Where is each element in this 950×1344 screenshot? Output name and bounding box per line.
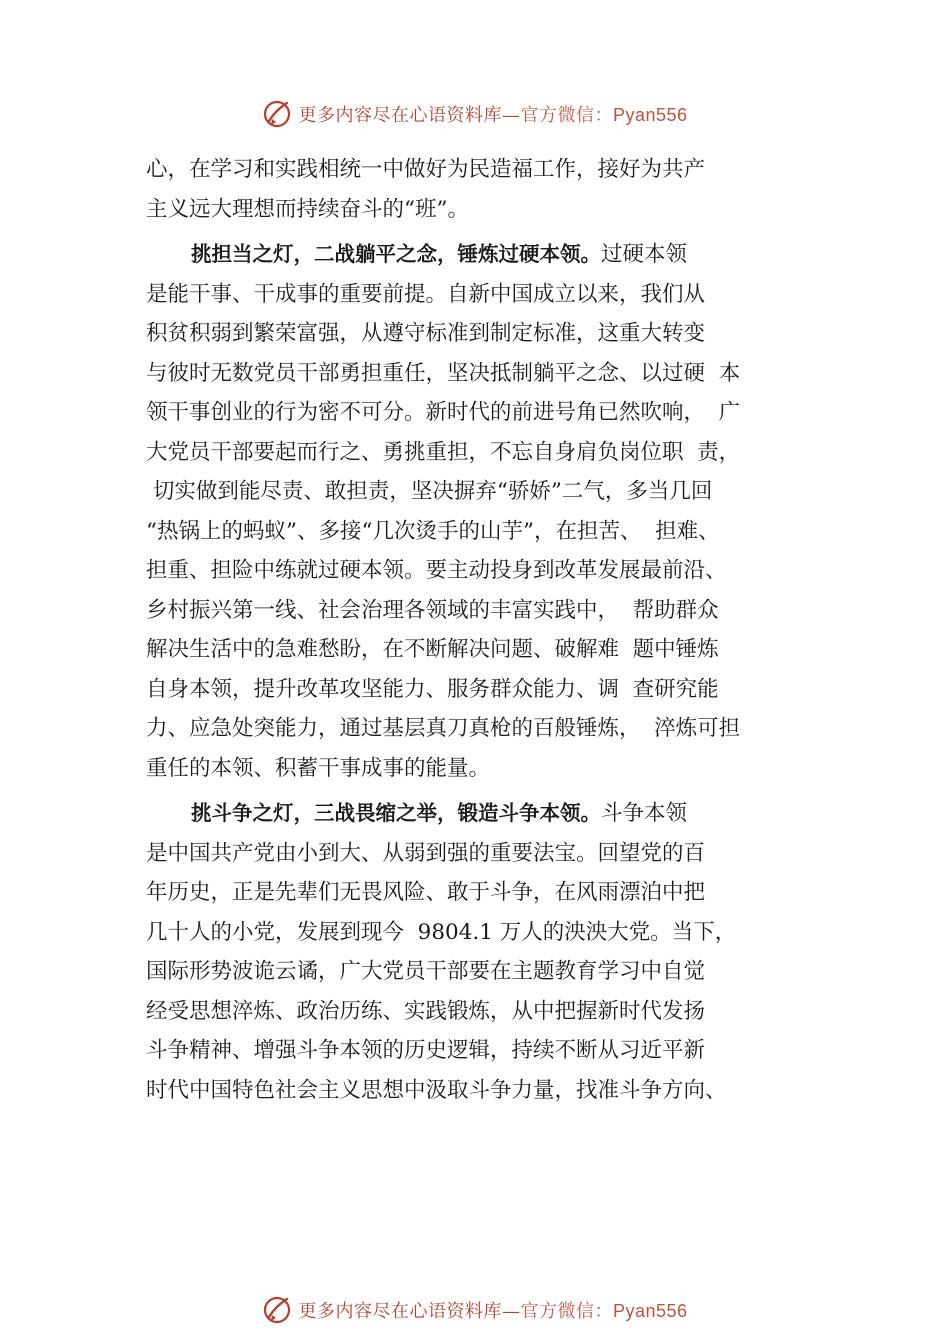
header-banner bbox=[0, 96, 950, 132]
text-line: 解决生活中的急难愁盼，在不断解决问题、破解难 题中锤炼 bbox=[146, 637, 719, 662]
text-line: 领干事创业的行为密不可分。新时代的前进号角已然吹响， 广 bbox=[146, 400, 741, 425]
footer-wechat-id: Pyan556 bbox=[612, 1301, 688, 1321]
text-line: 斗争精神、增强斗争本领的历史逻辑，持续不断从习近平新 bbox=[146, 1038, 706, 1063]
text-line: 主义远大理想而持续奋斗的“班”。 bbox=[146, 196, 469, 222]
text-line: 切实做到能尽责、敢担责，坚决摒弃“骄娇”二气，多当几回 bbox=[146, 479, 713, 504]
header-wechat-id: Pyan556 bbox=[612, 105, 688, 125]
quill-seal-logo-icon bbox=[262, 1295, 292, 1325]
footer-banner bbox=[0, 1292, 950, 1328]
text-line: 心，在学习和实践相统一中做好为民造福工作，接好为共产 bbox=[146, 157, 706, 182]
quill-seal-logo-icon bbox=[262, 99, 292, 129]
text-line: “热锅上的蚂蚁”、多接“几次烫手的山芋”，在担苦、 担难、 bbox=[146, 518, 720, 544]
text-line: 国际形势波诡云谲，广大党员干部要在主题教育学习中自觉 bbox=[146, 959, 706, 984]
paragraph-responsibility bbox=[146, 235, 836, 788]
paragraph-struggle bbox=[146, 794, 836, 1110]
header-separator: — bbox=[501, 105, 521, 126]
document-body bbox=[146, 150, 836, 1110]
footer-prefix: 更多内容尽在心语资料库 bbox=[298, 1301, 502, 1322]
footer-separator: — bbox=[501, 1301, 521, 1322]
text-line: 乡村振兴第一线、社会治理各领域的丰富实践中， 帮助群众 bbox=[146, 597, 719, 623]
footer-wechat-label: 官方微信： bbox=[520, 1301, 613, 1322]
text-line: 力、应急处突能力，通过基层真刀真枪的百般锤炼， 淬炼可担 bbox=[146, 716, 741, 741]
text-line: 时代中国特色社会主义思想中汲取斗争力量，找准斗争方向、 bbox=[146, 1077, 727, 1103]
paragraph-first-line bbox=[146, 235, 836, 275]
text-line: 经受思想淬炼、政治历练、实践锻炼，从中把握新时代发扬 bbox=[146, 998, 706, 1024]
text-line: 几十人的小党，发展到现今 9804.1 万人的泱泱大党。当下， bbox=[146, 919, 737, 945]
text-line: 重任的本领、积蓄干事成事的能量。 bbox=[146, 755, 491, 781]
text-line: 是能干事、干成事的重要前提。自新中国成立以来，我们从 bbox=[146, 281, 706, 307]
heading-trailing-text: 斗争本领 bbox=[601, 801, 688, 826]
text-line: 是中国共产党由小到大、从弱到强的重要法宝。回望党的百 bbox=[146, 840, 706, 866]
header-wechat-label: 官方微信： bbox=[520, 105, 613, 126]
text-line: 大党员干部要起而行之、勇挑重担，不忘自身肩负岗位职 责， bbox=[146, 439, 741, 465]
text-line: 自身本领，提升改革攻坚能力、服务群众能力、调 查研究能 bbox=[146, 676, 719, 702]
text-line: 年历史，正是先辈们无畏风险、敢于斗争，在风雨漂泊中把 bbox=[146, 880, 706, 905]
header-text bbox=[298, 101, 687, 127]
paragraph-first-line bbox=[146, 794, 836, 834]
text-line: 积贫积弱到繁荣富强，从遵守标准到制定标准，这重大转变 bbox=[146, 321, 706, 346]
section-heading: 挑斗争之灯，三战畏缩之举，锻造斗争本领。 bbox=[191, 801, 601, 825]
heading-trailing-text: 过硬本领 bbox=[601, 242, 688, 267]
text-line: 与彼时无数党员干部勇担重任，坚决抵制躺平之念、以过硬 本 bbox=[146, 360, 741, 386]
header-prefix: 更多内容尽在心语资料库 bbox=[298, 105, 502, 126]
text-line: 担重、担险中练就过硬本领。要主动投身到改革发展最前沿、 bbox=[146, 558, 727, 583]
paragraph-continuation bbox=[146, 150, 836, 229]
footer-text bbox=[298, 1297, 687, 1323]
section-heading: 挑担当之灯，二战躺平之念，锤炼过硬本领。 bbox=[191, 242, 601, 266]
